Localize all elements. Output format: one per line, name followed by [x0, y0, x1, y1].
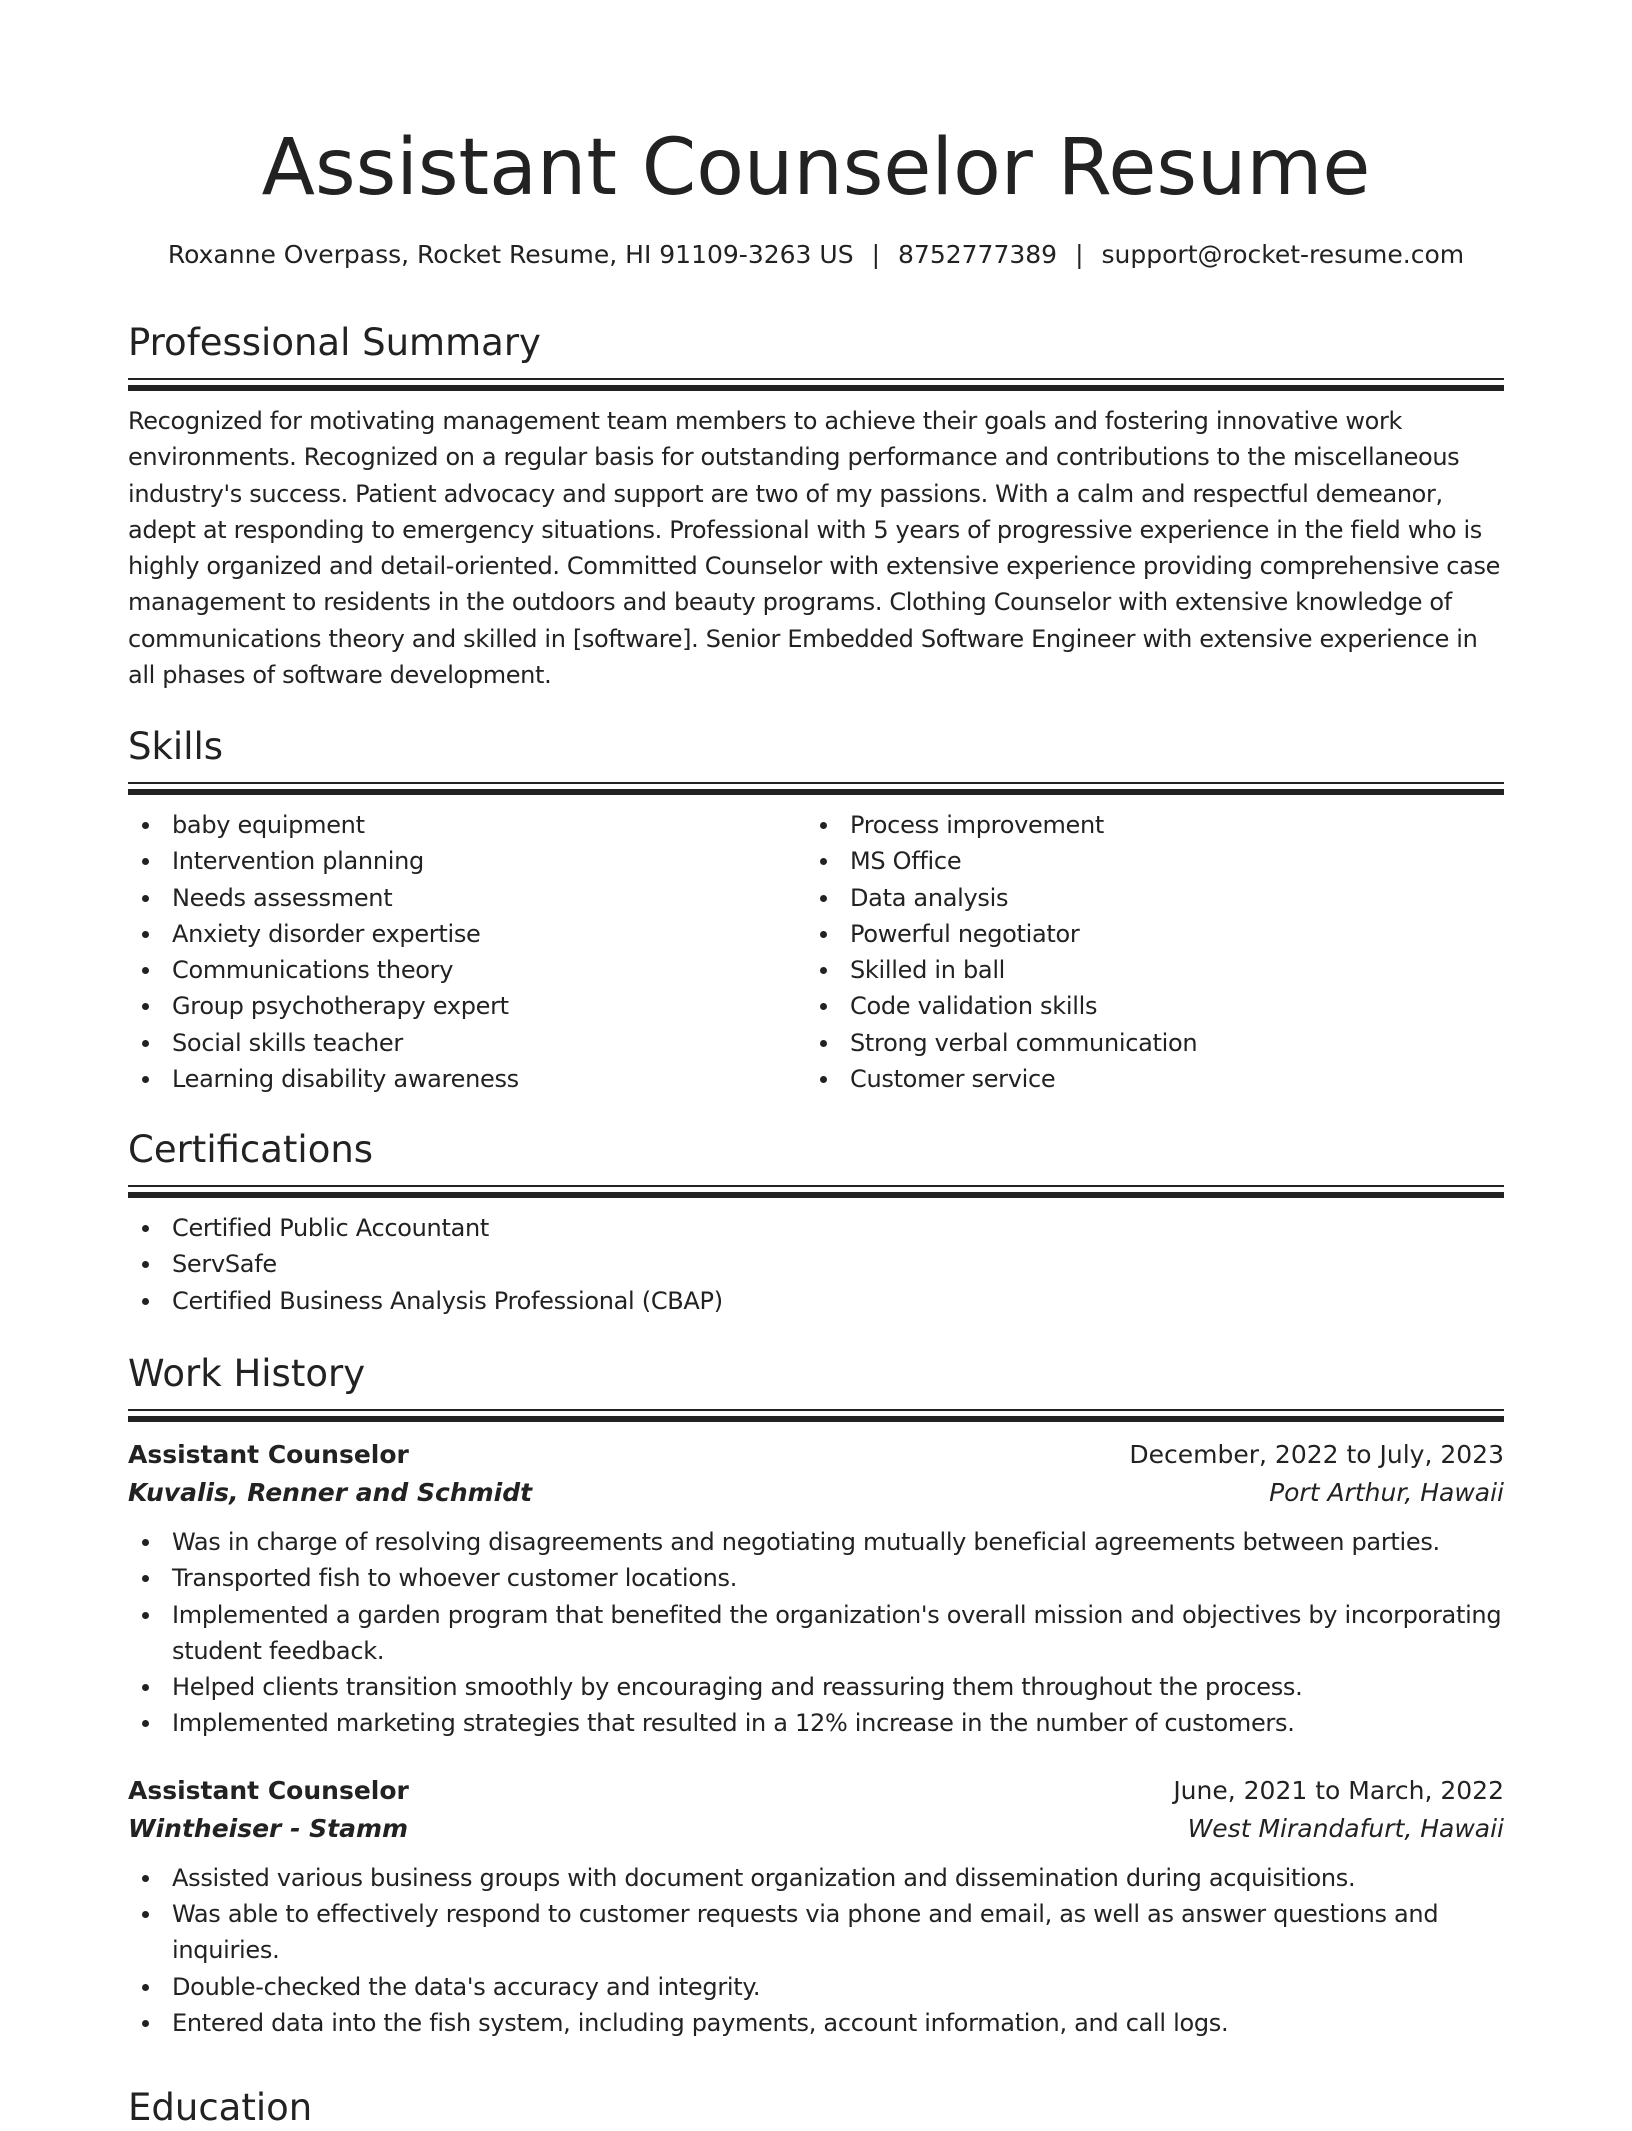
job-subheader [128, 1810, 1504, 1848]
job-duty-item: Assisted various business groups with document organization and dissemination during acquisitions. [128, 1860, 1504, 1896]
job-dates: June, 2021 to March, 2022 [1173, 1775, 1504, 1805]
skill-item: Learning disability awareness [128, 1061, 806, 1097]
summary-heading: Professional Summary [128, 321, 541, 364]
skill-item: Data analysis [806, 880, 1484, 916]
skill-item: Intervention planning [128, 843, 806, 879]
skill-item: Social skills teacher [128, 1025, 806, 1061]
job-header [128, 1772, 1504, 1810]
section-divider [128, 378, 1504, 380]
skill-item: Skilled in ball [806, 952, 1484, 988]
skills-list-right [806, 807, 1484, 1097]
skill-item: MS Office [806, 843, 1484, 879]
section-divider [128, 1185, 1504, 1187]
section-divider-thick [128, 1192, 1504, 1198]
contact-address: Roxanne Overpass, Rocket Resume, HI 91109-3263 US [167, 240, 854, 269]
skill-item: Customer service [806, 1061, 1484, 1097]
job-entry [128, 1436, 1504, 1742]
summary-text: Recognized for motivating management team members to achieve their goals and fostering innovative work environments. Recognized on a regular basis for outstanding performance and contributions to the miscellaneous industry's success. Patient advocacy and support are two of my passions. With a calm and respectful demeanor, adept at responding to emergency situations. Professional with 5 years of progressive experience in the field who is highly organized and detail-oriented. Committed Counselor with extensive experience providing comprehensive case management to residents in the outdoors and beauty programs. Clothing Counselor with extensive knowledge of communications theory and skilled in [software]. Senior Embedded Software Engineer with extensive experience in all phases of software development. [128, 407, 1501, 690]
skills-grid [128, 807, 1504, 1097]
job-title: Assistant Counselor [128, 1440, 409, 1469]
job-header [128, 1436, 1504, 1474]
skills-section [128, 724, 1504, 1097]
job-duty-item: Transported fish to whoever customer locations. [128, 1560, 1504, 1596]
job-duty-item: Helped clients transition smoothly by encouraging and reassuring them throughout the process. [128, 1669, 1504, 1705]
job-duty-item: Was able to effectively respond to customer requests via phone and email, as well as answer questions and inquiries. [128, 1896, 1504, 1969]
resume-title: Assistant Counselor Resume [261, 123, 1371, 213]
section-divider-thick [128, 1416, 1504, 1422]
skill-item: Process improvement [806, 807, 1484, 843]
job-company: Kuvalis, Renner and Schmidt [128, 1478, 533, 1507]
skill-item: Anxiety disorder expertise [128, 916, 806, 952]
section-divider [128, 782, 1504, 784]
summary-section [128, 320, 1504, 693]
section-divider-thick [128, 789, 1504, 795]
job-duty-item: Was in charge of resolving disagreements and negotiating mutually beneficial agreements between parties. [128, 1524, 1504, 1560]
certifications-section [128, 1127, 1504, 1319]
job-entry [128, 1772, 1504, 2041]
certifications-heading: Certifications [128, 1128, 374, 1171]
contact-line [128, 238, 1504, 272]
skill-item: Powerful negotiator [806, 916, 1484, 952]
job-duties-list [128, 1524, 1504, 1742]
skill-item: Communications theory [128, 952, 806, 988]
section-divider-thick [128, 385, 1504, 391]
job-duty-item: Implemented marketing strategies that resulted in a 12% increase in the number of customers. [128, 1705, 1504, 1741]
job-title: Assistant Counselor [128, 1775, 409, 1805]
job-subheader [128, 1474, 1504, 1512]
job-location: Port Arthur, Hawaii [1269, 1478, 1504, 1507]
education-heading: Education [128, 2086, 313, 2129]
section-divider [128, 1409, 1504, 1411]
job-dates: December, 2022 to July, 2023 [1129, 1440, 1504, 1469]
job-duty-item: Entered data into the fish system, including payments, account information, and call logs. [128, 2005, 1504, 2041]
job-duties-list [128, 1860, 1504, 2041]
contact-separator: | [1075, 240, 1084, 269]
education-section [128, 2085, 1504, 2131]
certification-item: ServSafe [128, 1246, 1504, 1282]
skills-heading: Skills [128, 725, 224, 768]
contact-email[interactable]: support@rocket-resume.com [1101, 240, 1465, 269]
certifications-list [128, 1210, 1504, 1319]
job-company: Wintheiser - Stamm [128, 1813, 409, 1843]
skill-item: Group psychotherapy expert [128, 988, 806, 1024]
skill-item: Needs assessment [128, 880, 806, 916]
skill-item: baby equipment [128, 807, 806, 843]
contact-separator: | [871, 240, 881, 269]
skills-list-left [128, 807, 806, 1097]
skill-item: Strong verbal communication [806, 1025, 1484, 1061]
skill-item: Code validation skills [806, 988, 1484, 1024]
work-history-section [128, 1351, 1504, 2041]
job-location: West Mirandafurt, Hawaii [1187, 1813, 1504, 1843]
job-duty-item: Implemented a garden program that benefited the organization's overall mission and objectives by incorporating student feedback. [128, 1597, 1504, 1670]
work-history-heading: Work History [128, 1352, 366, 1395]
certification-item: Certified Public Accountant [128, 1210, 1504, 1246]
certification-item: Certified Business Analysis Professional (CBAP) [128, 1283, 1504, 1319]
contact-phone: 8752777389 [898, 240, 1058, 269]
job-duty-item: Double-checked the data's accuracy and integrity. [128, 1969, 1504, 2005]
